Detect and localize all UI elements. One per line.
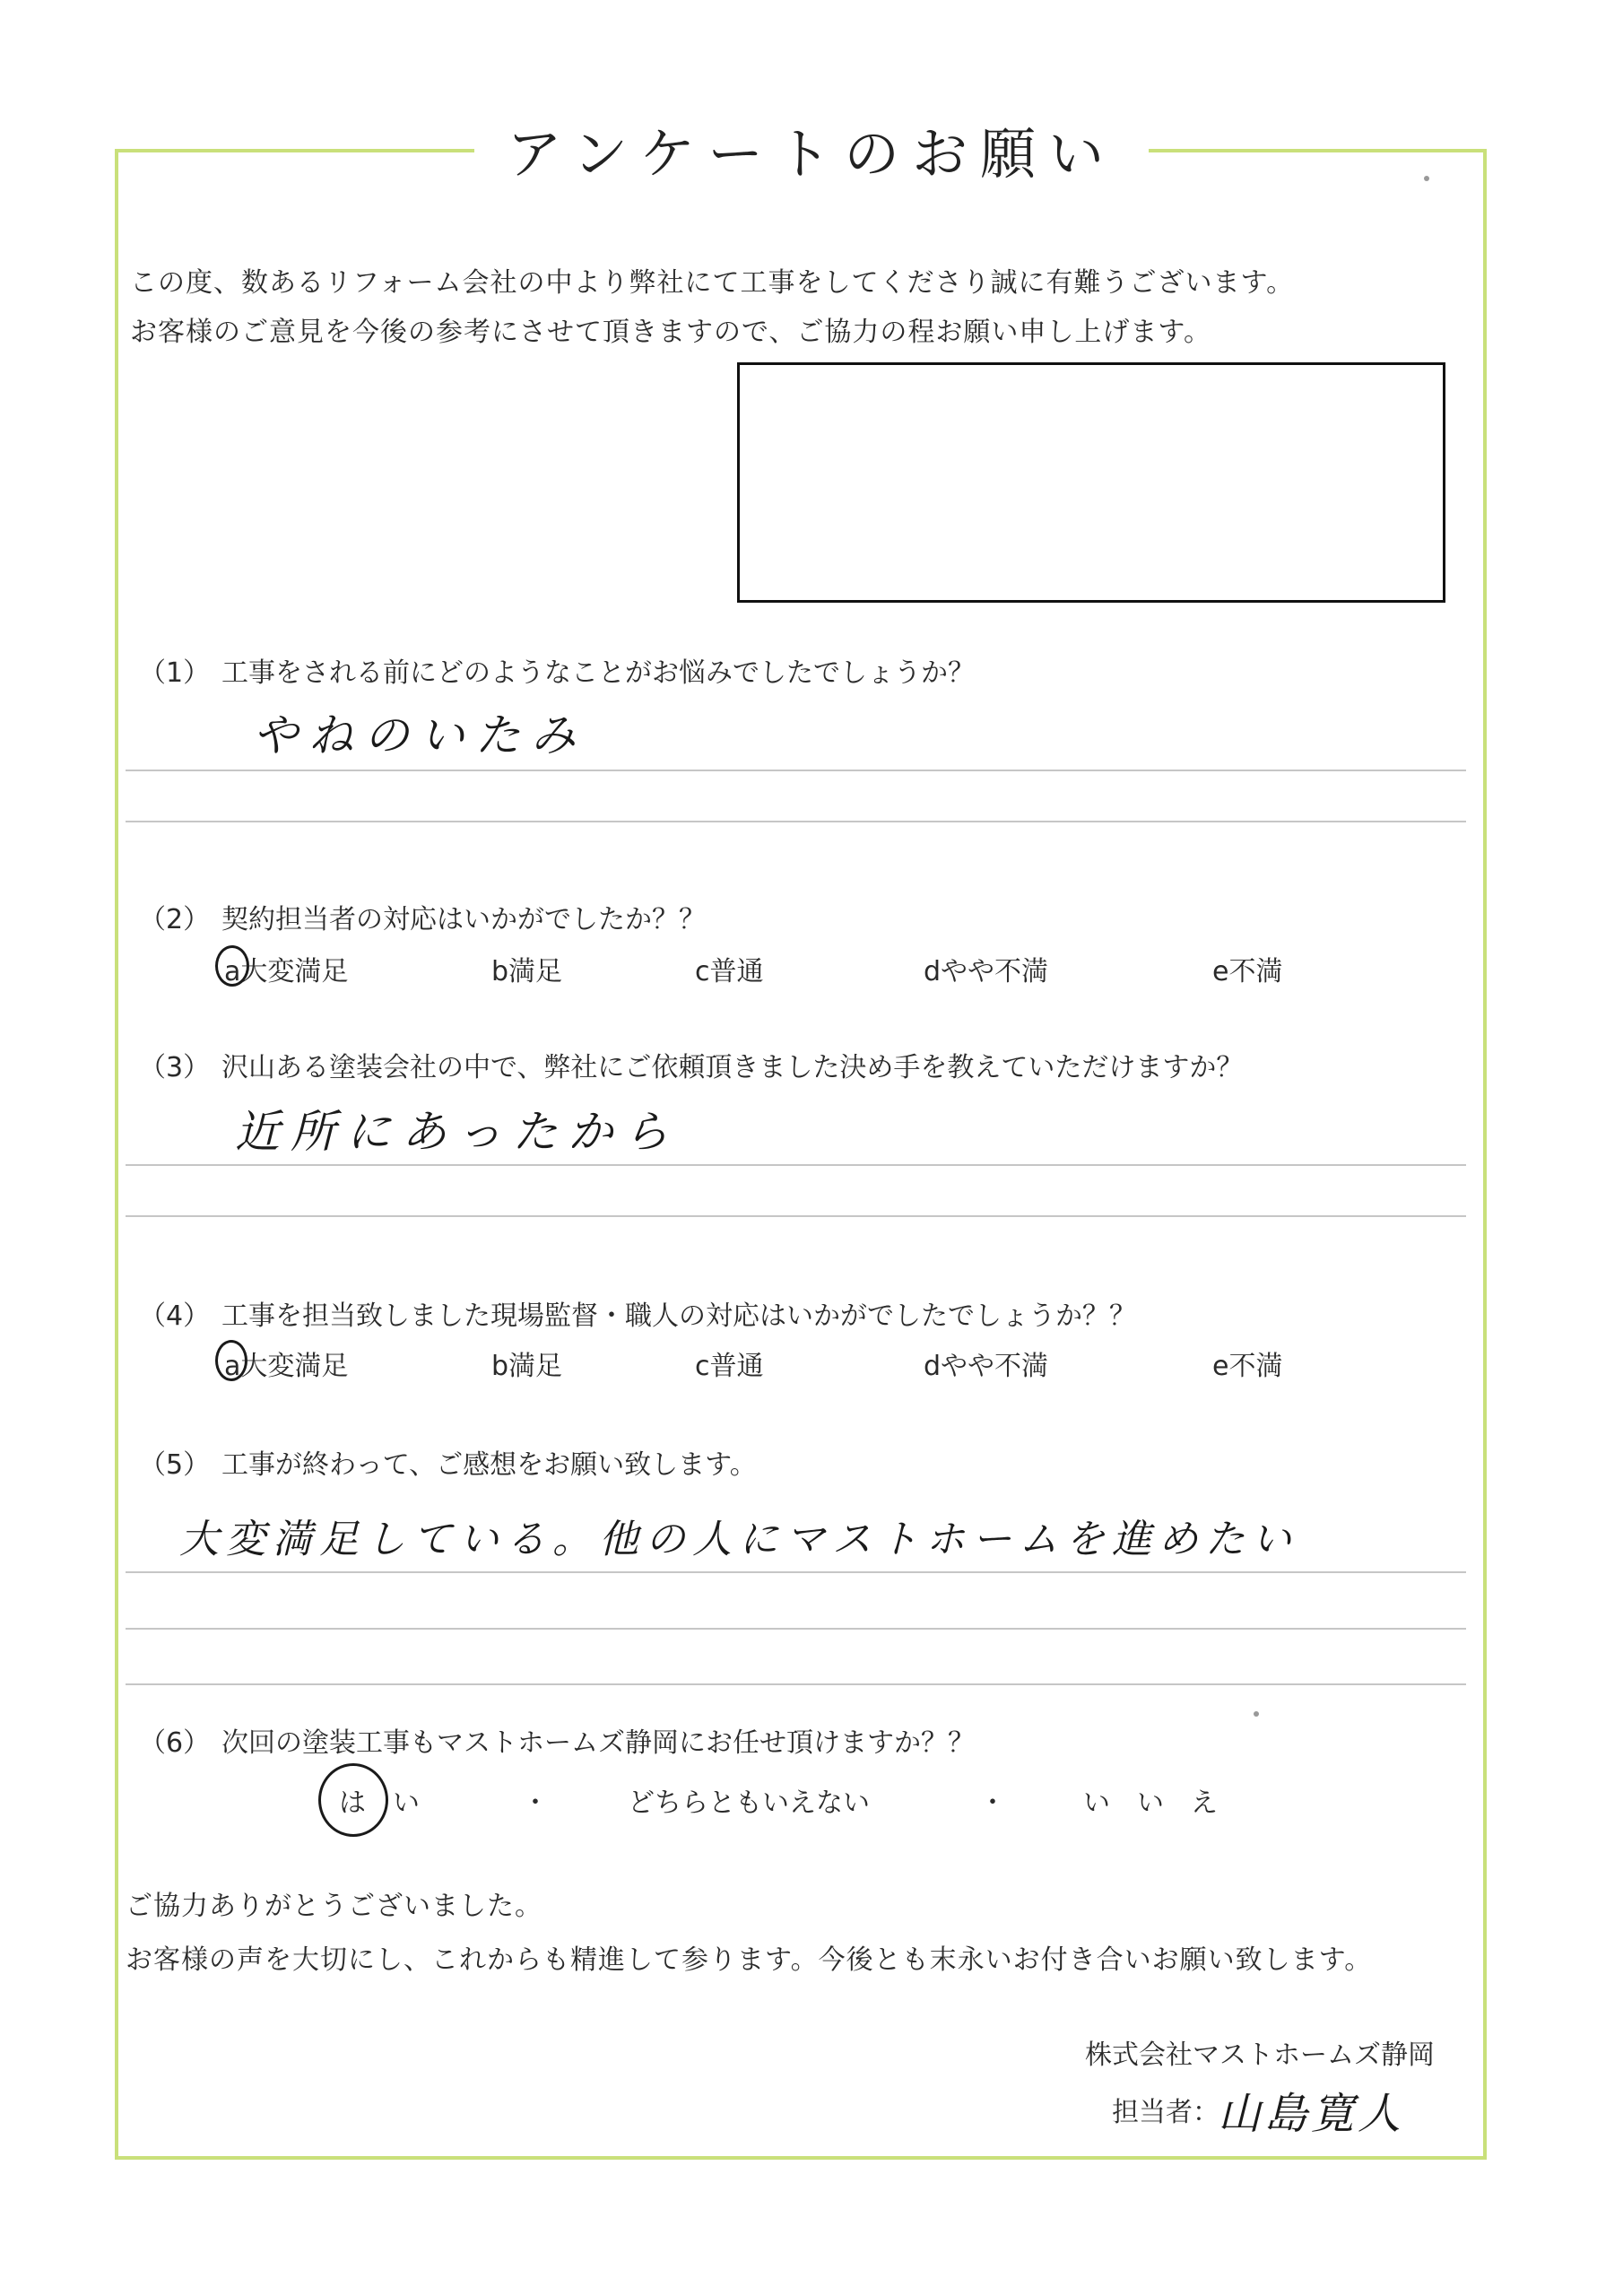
option-d[interactable]: dやや不満 bbox=[924, 1351, 1049, 1382]
title-wrap bbox=[0, 109, 1623, 189]
option-b[interactable]: b満足 bbox=[491, 1351, 563, 1382]
answer-line bbox=[126, 1571, 1466, 1573]
closing-line-1: ご協力ありがとうございました。 bbox=[126, 1891, 542, 1922]
question-number: （2） bbox=[139, 904, 211, 935]
answer-line bbox=[126, 1683, 1466, 1685]
intro-line-2: お客様のご意見を今後の参考にさせて頂きますので、ご協力の程お願い申し上げます。 bbox=[130, 317, 1211, 348]
question-text: 沢山ある塗装会社の中で、弊社にご依頼頂きました決め手を教えていただけますか？ bbox=[221, 1052, 1244, 1083]
question-number: （6） bbox=[139, 1727, 211, 1759]
option-a[interactable]: a大変満足 bbox=[224, 956, 349, 987]
question-number: （4） bbox=[139, 1300, 211, 1332]
option-separator: ・ bbox=[979, 1787, 1006, 1819]
staff-label: 担当者： bbox=[1112, 2097, 1219, 2128]
redacted-customer-box bbox=[737, 362, 1445, 603]
closing-line-2: お客様の声を大切にし、これからも精進して参ります。今後とも末永いお付き合いお願い致します。 bbox=[126, 1944, 1373, 1976]
question-text: 工事が終わって、ご感想をお願い致します。 bbox=[221, 1449, 757, 1481]
question-6 bbox=[139, 1720, 975, 1760]
question-text: 工事を担当致しました現場監督・職人の対応はいかがでしたでしょうか？？ bbox=[221, 1300, 1136, 1332]
answer-line bbox=[126, 1164, 1466, 1166]
answer-line bbox=[126, 821, 1466, 822]
scan-speck bbox=[1254, 1711, 1259, 1717]
option-c[interactable]: c普通 bbox=[695, 956, 764, 987]
option-b[interactable]: b満足 bbox=[491, 956, 563, 987]
question-5 bbox=[139, 1442, 757, 1482]
answer-5-handwritten: 大変満足している。他の人にマストホームを進めたい bbox=[179, 1517, 1298, 1562]
page-title: アンケートのお願い bbox=[474, 109, 1149, 189]
option-undecided[interactable]: どちらともいえない bbox=[628, 1787, 870, 1819]
company-name: 株式会社マストホームズ静岡 bbox=[1085, 2039, 1435, 2071]
answer-line bbox=[126, 1215, 1466, 1217]
answer-line bbox=[126, 1628, 1466, 1630]
option-no[interactable]: い い え bbox=[1083, 1787, 1218, 1819]
question-number: （5） bbox=[139, 1449, 211, 1481]
question-text: 契約担当者の対応はいかがでしたか？？ bbox=[221, 904, 706, 935]
scan-speck bbox=[1424, 176, 1429, 181]
answer-1-handwritten: やねのいたみ bbox=[253, 709, 586, 761]
option-a[interactable]: a大変満足 bbox=[224, 1351, 349, 1382]
option-d[interactable]: dやや不満 bbox=[924, 956, 1049, 987]
option-e[interactable]: e不満 bbox=[1212, 1351, 1283, 1382]
option-e[interactable]: e不満 bbox=[1212, 956, 1283, 987]
question-2 bbox=[139, 897, 706, 936]
option-c[interactable]: c普通 bbox=[695, 1351, 764, 1382]
staff-signature: 山島寛人 bbox=[1218, 2089, 1405, 2139]
answer-3-handwritten: 近所にあったから bbox=[235, 1106, 680, 1158]
intro-line-1: この度、数あるリフォーム会社の中より弊社にて工事をしてくださり誠に有難うございます。 bbox=[130, 267, 1295, 299]
answer-line bbox=[126, 770, 1466, 771]
option-yes[interactable]: は い bbox=[339, 1787, 420, 1819]
question-number: （3） bbox=[139, 1052, 211, 1083]
question-3 bbox=[139, 1045, 1243, 1084]
question-number: （1） bbox=[139, 657, 211, 689]
question-text: 次回の塗装工事もマストホームズ静岡にお任せ頂けますか？？ bbox=[221, 1727, 975, 1759]
question-text: 工事をされる前にどのようなことがお悩みでしたでしょうか？ bbox=[221, 657, 975, 689]
question-1 bbox=[139, 650, 975, 690]
option-separator: ・ bbox=[522, 1787, 549, 1819]
question-4 bbox=[139, 1293, 1136, 1333]
